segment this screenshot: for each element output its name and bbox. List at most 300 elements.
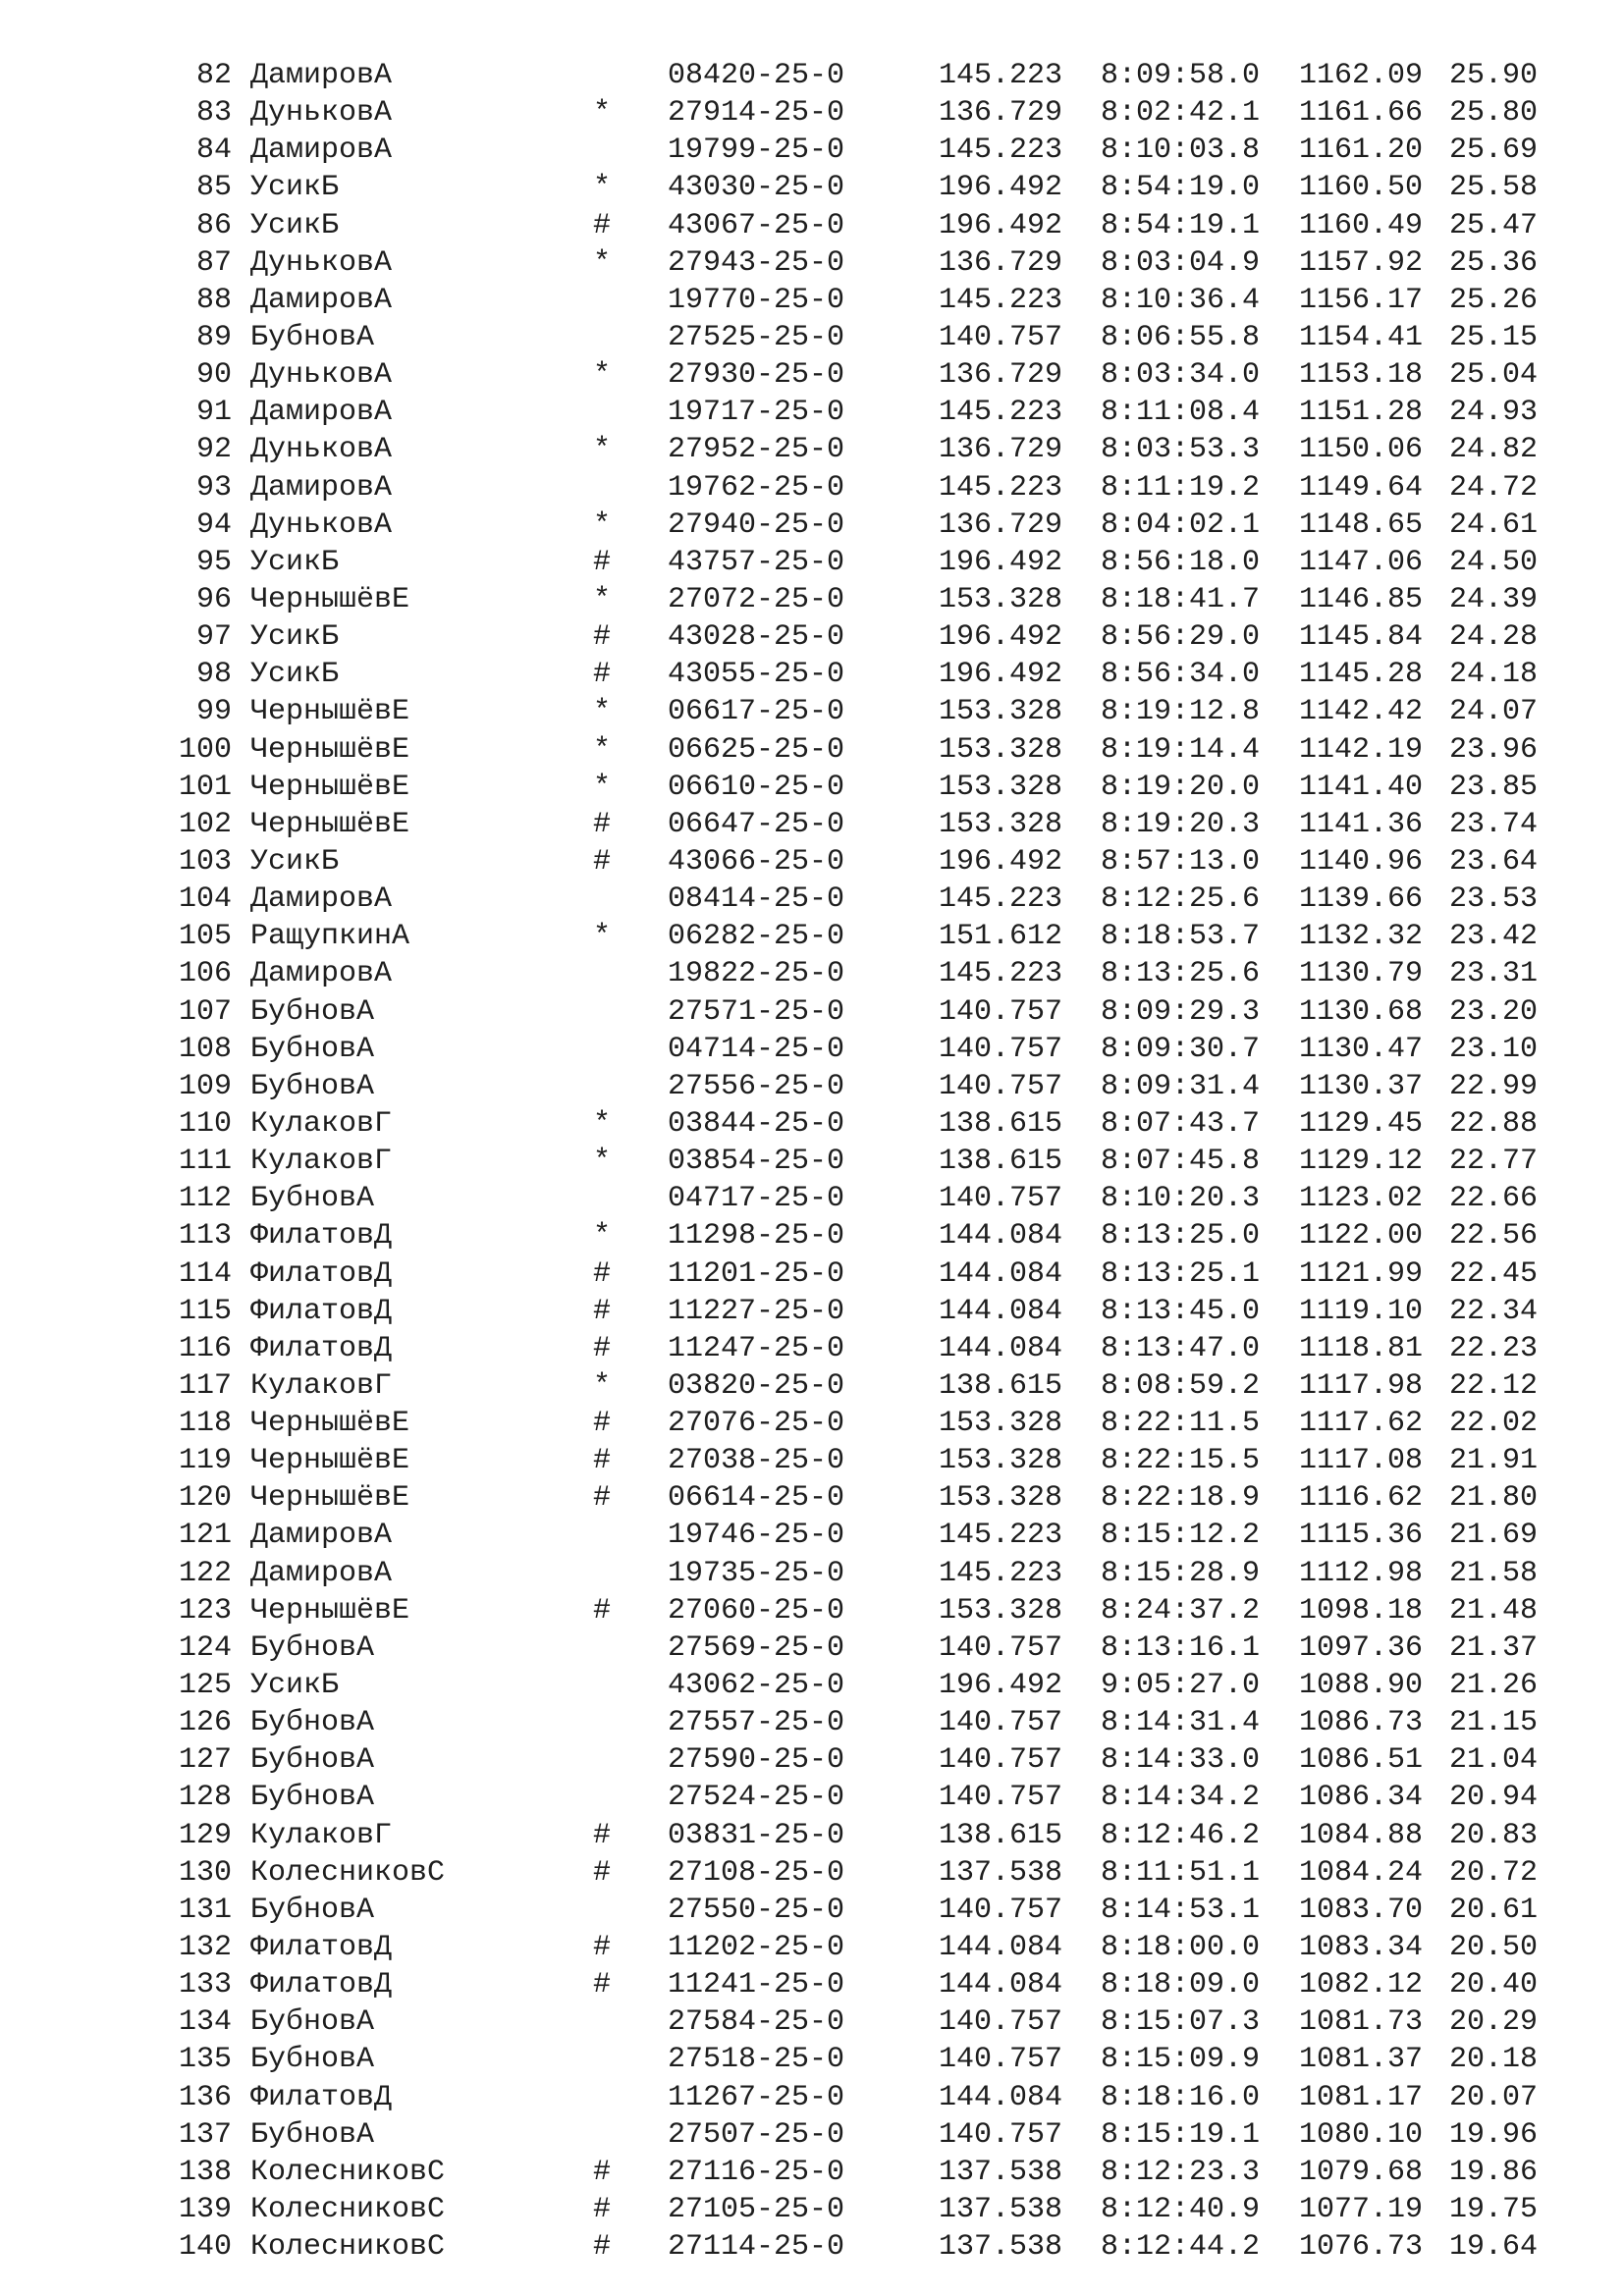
rank-cell: 120 — [178, 1481, 232, 1516]
rank-cell: 97 — [195, 620, 232, 655]
points-cell: 21.04 — [1448, 1743, 1538, 1778]
mark-cell: # — [592, 807, 611, 841]
speed-cell: 1141.36 — [1299, 807, 1424, 841]
ring-number-cell: 27557-25-0 — [668, 1706, 845, 1740]
arrival-time-cell: 8:14:33.0 — [1101, 1743, 1261, 1778]
fancier-name-cell: БубновА — [250, 1032, 375, 1066]
ring-number-cell: 19762-25-0 — [668, 470, 845, 505]
arrival-time-cell: 8:19:14.4 — [1101, 732, 1261, 767]
arrival-time-cell: 8:12:46.2 — [1101, 1818, 1261, 1852]
distance-cell: 145.223 — [938, 957, 1062, 991]
fancier-name-cell: ДамировА — [250, 133, 393, 168]
fancier-name-cell: БубновА — [250, 1893, 375, 1927]
speed-cell: 1116.62 — [1299, 1481, 1424, 1516]
points-cell: 24.61 — [1448, 507, 1538, 542]
ring-number-cell: 27076-25-0 — [668, 1407, 845, 1441]
arrival-time-cell: 8:09:29.3 — [1101, 994, 1261, 1029]
fancier-name-cell: КулаковГ — [250, 1368, 393, 1403]
distance-cell: 153.328 — [938, 1593, 1062, 1628]
speed-cell: 1077.19 — [1299, 2193, 1424, 2227]
fancier-name-cell: БубновА — [250, 1706, 375, 1740]
rank-cell: 137 — [178, 2117, 232, 2152]
ring-number-cell: 27525-25-0 — [668, 320, 845, 354]
points-cell: 22.34 — [1448, 1294, 1538, 1328]
points-cell: 23.53 — [1448, 882, 1538, 917]
rank-cell: 86 — [195, 208, 232, 242]
rank-cell: 90 — [195, 358, 232, 393]
ring-number-cell: 27518-25-0 — [668, 2043, 845, 2077]
distance-cell: 153.328 — [938, 770, 1062, 804]
ring-number-cell: 19822-25-0 — [668, 957, 845, 991]
points-cell: 23.31 — [1448, 957, 1538, 991]
arrival-time-cell: 8:19:20.0 — [1101, 770, 1261, 804]
arrival-time-cell: 8:18:16.0 — [1101, 2080, 1261, 2114]
mark-cell: * — [592, 1106, 611, 1141]
arrival-time-cell: 8:11:08.4 — [1101, 396, 1261, 430]
arrival-time-cell: 8:14:34.2 — [1101, 1781, 1261, 1815]
rank-cell: 123 — [178, 1593, 232, 1628]
fancier-name-cell: БубновА — [250, 1069, 375, 1103]
rank-cell: 133 — [178, 1968, 232, 2002]
arrival-time-cell: 8:09:31.4 — [1101, 1069, 1261, 1103]
speed-cell: 1080.10 — [1299, 2117, 1424, 2152]
arrival-time-cell: 8:22:15.5 — [1101, 1444, 1261, 1478]
rank-cell: 89 — [195, 320, 232, 354]
points-cell: 20.07 — [1448, 2080, 1538, 2114]
arrival-time-cell: 8:12:25.6 — [1101, 882, 1261, 917]
rank-cell: 102 — [178, 807, 232, 841]
rank-cell: 111 — [178, 1145, 232, 1179]
distance-cell: 136.729 — [938, 433, 1062, 467]
ring-number-cell: 04717-25-0 — [668, 1182, 845, 1216]
rank-cell: 129 — [178, 1818, 232, 1852]
rank-cell: 87 — [195, 245, 232, 280]
ring-number-cell: 06282-25-0 — [668, 920, 845, 954]
points-cell: 20.94 — [1448, 1781, 1538, 1815]
rank-cell: 124 — [178, 1630, 232, 1665]
arrival-time-cell: 8:12:23.3 — [1101, 2155, 1261, 2189]
mark-cell: # — [592, 1481, 611, 1516]
distance-cell: 138.615 — [938, 1818, 1062, 1852]
mark-cell: # — [592, 1407, 611, 1441]
points-cell: 19.96 — [1448, 2117, 1538, 2152]
arrival-time-cell: 8:09:30.7 — [1101, 1032, 1261, 1066]
ring-number-cell: 11298-25-0 — [668, 1219, 845, 1254]
distance-cell: 153.328 — [938, 695, 1062, 729]
points-cell: 23.74 — [1448, 807, 1538, 841]
distance-cell: 137.538 — [938, 1855, 1062, 1890]
distance-cell: 140.757 — [938, 994, 1062, 1029]
mark-cell: # — [592, 2155, 611, 2189]
mark-cell: * — [592, 1368, 611, 1403]
mark-cell: # — [592, 1968, 611, 2002]
ring-number-cell: 19717-25-0 — [668, 396, 845, 430]
mark-cell: * — [592, 507, 611, 542]
ring-number-cell: 19770-25-0 — [668, 283, 845, 317]
speed-cell: 1086.73 — [1299, 1706, 1424, 1740]
points-cell: 24.72 — [1448, 470, 1538, 505]
arrival-time-cell: 8:02:42.1 — [1101, 96, 1261, 131]
fancier-name-cell: ЧернышёвЕ — [250, 770, 410, 804]
points-cell: 20.29 — [1448, 2005, 1538, 2040]
fancier-name-cell: ЧернышёвЕ — [250, 695, 410, 729]
fancier-name-cell: БубновА — [250, 1630, 375, 1665]
mark-cell: # — [592, 2230, 611, 2265]
speed-cell: 1086.34 — [1299, 1781, 1424, 1815]
ring-number-cell: 03854-25-0 — [668, 1145, 845, 1179]
speed-cell: 1145.84 — [1299, 620, 1424, 655]
rank-cell: 83 — [195, 96, 232, 131]
arrival-time-cell: 8:03:34.0 — [1101, 358, 1261, 393]
fancier-name-cell: БубновА — [250, 994, 375, 1029]
mark-cell: # — [592, 658, 611, 692]
points-cell: 23.96 — [1448, 732, 1538, 767]
mark-cell: # — [592, 1931, 611, 1965]
rank-cell: 132 — [178, 1931, 232, 1965]
ring-number-cell: 43062-25-0 — [668, 1669, 845, 1703]
mark-cell: * — [592, 920, 611, 954]
distance-cell: 138.615 — [938, 1106, 1062, 1141]
mark-cell: * — [592, 732, 611, 767]
ring-number-cell: 27060-25-0 — [668, 1593, 845, 1628]
fancier-name-cell: КолесниковС — [250, 2193, 446, 2227]
mark-cell: # — [592, 1294, 611, 1328]
distance-cell: 136.729 — [938, 245, 1062, 280]
ring-number-cell: 08420-25-0 — [668, 59, 845, 92]
mark-cell: # — [592, 1331, 611, 1365]
distance-cell: 153.328 — [938, 807, 1062, 841]
points-cell: 25.47 — [1448, 208, 1538, 242]
speed-cell: 1129.12 — [1299, 1145, 1424, 1179]
fancier-name-cell: ДуньковА — [250, 433, 393, 467]
points-cell: 22.99 — [1448, 1069, 1538, 1103]
fancier-name-cell: РащупкинА — [250, 920, 410, 954]
speed-cell: 1098.18 — [1299, 1593, 1424, 1628]
arrival-time-cell: 8:14:53.1 — [1101, 1893, 1261, 1927]
mark-cell: # — [592, 620, 611, 655]
arrival-time-cell: 8:22:11.5 — [1101, 1407, 1261, 1441]
arrival-time-cell: 8:10:03.8 — [1101, 133, 1261, 168]
points-cell: 23.42 — [1448, 920, 1538, 954]
distance-cell: 145.223 — [938, 882, 1062, 917]
distance-cell: 151.612 — [938, 920, 1062, 954]
points-cell: 21.58 — [1448, 1556, 1538, 1590]
speed-cell: 1162.09 — [1299, 59, 1424, 92]
distance-cell: 153.328 — [938, 1407, 1062, 1441]
ring-number-cell: 06647-25-0 — [668, 807, 845, 841]
fancier-name-cell: ДамировА — [250, 1556, 393, 1590]
distance-cell: 140.757 — [938, 1893, 1062, 1927]
ring-number-cell: 27072-25-0 — [668, 582, 845, 616]
speed-cell: 1150.06 — [1299, 433, 1424, 467]
distance-cell: 140.757 — [938, 320, 1062, 354]
arrival-time-cell: 8:07:45.8 — [1101, 1145, 1261, 1179]
speed-cell: 1083.34 — [1299, 1931, 1424, 1965]
points-cell: 22.02 — [1448, 1407, 1538, 1441]
ring-number-cell: 03831-25-0 — [668, 1818, 845, 1852]
ring-number-cell: 27550-25-0 — [668, 1893, 845, 1927]
mark-cell: # — [592, 1444, 611, 1478]
rank-cell: 105 — [178, 920, 232, 954]
rank-cell: 108 — [178, 1032, 232, 1066]
distance-cell: 196.492 — [938, 620, 1062, 655]
points-cell: 21.80 — [1448, 1481, 1538, 1516]
ring-number-cell: 27556-25-0 — [668, 1069, 845, 1103]
speed-cell: 1142.19 — [1299, 732, 1424, 767]
ring-number-cell: 11267-25-0 — [668, 2080, 845, 2114]
fancier-name-cell: БубновА — [250, 2005, 375, 2040]
points-cell: 21.26 — [1448, 1669, 1538, 1703]
fancier-name-cell: ФилатовД — [250, 1256, 393, 1291]
ring-number-cell: 27524-25-0 — [668, 1781, 845, 1815]
fancier-name-cell: ФилатовД — [250, 1931, 393, 1965]
arrival-time-cell: 8:15:12.2 — [1101, 1519, 1261, 1553]
mark-cell: * — [592, 770, 611, 804]
distance-cell: 138.615 — [938, 1368, 1062, 1403]
arrival-time-cell: 8:08:59.2 — [1101, 1368, 1261, 1403]
rank-cell: 116 — [178, 1331, 232, 1365]
arrival-time-cell: 8:13:16.1 — [1101, 1630, 1261, 1665]
rank-cell: 119 — [178, 1444, 232, 1478]
fancier-name-cell: УсикБ — [250, 545, 340, 579]
points-cell: 25.04 — [1448, 358, 1538, 393]
points-cell: 23.85 — [1448, 770, 1538, 804]
speed-cell: 1153.18 — [1299, 358, 1424, 393]
fancier-name-cell: УсикБ — [250, 171, 340, 205]
fancier-name-cell: ДамировА — [250, 957, 393, 991]
arrival-time-cell: 8:15:09.9 — [1101, 2043, 1261, 2077]
rank-cell: 82 — [195, 59, 232, 92]
distance-cell: 196.492 — [938, 1669, 1062, 1703]
distance-cell: 144.084 — [938, 1331, 1062, 1365]
fancier-name-cell: ЧернышёвЕ — [250, 807, 410, 841]
points-cell: 20.18 — [1448, 2043, 1538, 2077]
arrival-time-cell: 8:56:34.0 — [1101, 658, 1261, 692]
rank-cell: 99 — [195, 695, 232, 729]
fancier-name-cell: ДамировА — [250, 396, 393, 430]
arrival-time-cell: 8:19:20.3 — [1101, 807, 1261, 841]
speed-cell: 1142.42 — [1299, 695, 1424, 729]
points-cell: 22.66 — [1448, 1182, 1538, 1216]
fancier-name-cell: ЧернышёвЕ — [250, 1593, 410, 1628]
rank-cell: 107 — [178, 994, 232, 1029]
fancier-name-cell: КолесниковС — [250, 2230, 446, 2265]
points-cell: 22.88 — [1448, 1106, 1538, 1141]
arrival-time-cell: 8:57:13.0 — [1101, 844, 1261, 879]
distance-cell: 136.729 — [938, 358, 1062, 393]
fancier-name-cell: УсикБ — [250, 658, 340, 692]
rank-cell: 121 — [178, 1519, 232, 1553]
ring-number-cell: 06614-25-0 — [668, 1481, 845, 1516]
arrival-time-cell: 8:10:20.3 — [1101, 1182, 1261, 1216]
ring-number-cell: 06625-25-0 — [668, 732, 845, 767]
ring-number-cell: 27952-25-0 — [668, 433, 845, 467]
distance-cell: 140.757 — [938, 1069, 1062, 1103]
ring-number-cell: 27507-25-0 — [668, 2117, 845, 2152]
arrival-time-cell: 8:18:00.0 — [1101, 1931, 1261, 1965]
rank-cell: 115 — [178, 1294, 232, 1328]
rank-cell: 110 — [178, 1106, 232, 1141]
fancier-name-cell: ЧернышёвЕ — [250, 1407, 410, 1441]
rank-cell: 136 — [178, 2080, 232, 2114]
distance-cell: 137.538 — [938, 2193, 1062, 2227]
distance-cell: 153.328 — [938, 732, 1062, 767]
ring-number-cell: 27943-25-0 — [668, 245, 845, 280]
ring-number-cell: 27038-25-0 — [668, 1444, 845, 1478]
rank-cell: 84 — [195, 133, 232, 168]
distance-cell: 136.729 — [938, 507, 1062, 542]
points-cell: 20.61 — [1448, 1893, 1538, 1927]
points-cell: 24.50 — [1448, 545, 1538, 579]
mark-cell: # — [592, 1855, 611, 1890]
ring-number-cell: 27930-25-0 — [668, 358, 845, 393]
distance-cell: 140.757 — [938, 1032, 1062, 1066]
fancier-name-cell: ФилатовД — [250, 1219, 393, 1254]
arrival-time-cell: 8:13:45.0 — [1101, 1294, 1261, 1328]
distance-cell: 136.729 — [938, 96, 1062, 131]
rank-cell: 94 — [195, 507, 232, 542]
mark-cell: * — [592, 1219, 611, 1254]
speed-cell: 1118.81 — [1299, 1331, 1424, 1365]
mark-cell: * — [592, 358, 611, 393]
mark-cell: # — [592, 208, 611, 242]
arrival-time-cell: 8:22:18.9 — [1101, 1481, 1261, 1516]
arrival-time-cell: 8:14:31.4 — [1101, 1706, 1261, 1740]
arrival-time-cell: 9:05:27.0 — [1101, 1669, 1261, 1703]
distance-cell: 144.084 — [938, 1968, 1062, 2002]
points-cell: 20.72 — [1448, 1855, 1538, 1890]
rank-cell: 113 — [178, 1219, 232, 1254]
points-cell: 24.93 — [1448, 396, 1538, 430]
distance-cell: 196.492 — [938, 208, 1062, 242]
speed-cell: 1083.70 — [1299, 1893, 1424, 1927]
fancier-name-cell: ДуньковА — [250, 358, 393, 393]
arrival-time-cell: 8:13:47.0 — [1101, 1331, 1261, 1365]
speed-cell: 1117.98 — [1299, 1368, 1424, 1403]
speed-cell: 1154.41 — [1299, 320, 1424, 354]
points-cell: 22.56 — [1448, 1219, 1538, 1254]
points-cell: 21.48 — [1448, 1593, 1538, 1628]
mark-cell: # — [592, 1593, 611, 1628]
rank-cell: 100 — [178, 732, 232, 767]
distance-cell: 153.328 — [938, 582, 1062, 616]
arrival-time-cell: 8:13:25.6 — [1101, 957, 1261, 991]
speed-cell: 1148.65 — [1299, 507, 1424, 542]
fancier-name-cell: ФилатовД — [250, 1968, 393, 2002]
fancier-name-cell: КолесниковС — [250, 2155, 446, 2189]
distance-cell: 138.615 — [938, 1145, 1062, 1179]
rank-cell: 126 — [178, 1706, 232, 1740]
speed-cell: 1129.45 — [1299, 1106, 1424, 1141]
speed-cell: 1119.10 — [1299, 1294, 1424, 1328]
distance-cell: 140.757 — [938, 1182, 1062, 1216]
speed-cell: 1141.40 — [1299, 770, 1424, 804]
distance-cell: 145.223 — [938, 1556, 1062, 1590]
points-cell: 19.75 — [1448, 2193, 1538, 2227]
mark-cell: # — [592, 844, 611, 879]
fancier-name-cell: БубновА — [250, 2043, 375, 2077]
arrival-time-cell: 8:13:25.0 — [1101, 1219, 1261, 1254]
speed-cell: 1086.51 — [1299, 1743, 1424, 1778]
distance-cell: 145.223 — [938, 470, 1062, 505]
rank-cell: 118 — [178, 1407, 232, 1441]
speed-cell: 1115.36 — [1299, 1519, 1424, 1553]
ring-number-cell: 27571-25-0 — [668, 994, 845, 1029]
fancier-name-cell: ФилатовД — [250, 2080, 393, 2114]
rank-cell: 140 — [178, 2230, 232, 2265]
mark-cell: * — [592, 245, 611, 280]
arrival-time-cell: 8:09:58.0 — [1101, 59, 1261, 92]
speed-cell: 1130.68 — [1299, 994, 1424, 1029]
distance-cell: 196.492 — [938, 658, 1062, 692]
distance-cell: 196.492 — [938, 545, 1062, 579]
speed-cell: 1076.73 — [1299, 2230, 1424, 2265]
fancier-name-cell: КулаковГ — [250, 1818, 393, 1852]
speed-cell: 1081.37 — [1299, 2043, 1424, 2077]
fancier-name-cell: УсикБ — [250, 208, 340, 242]
arrival-time-cell: 8:03:53.3 — [1101, 433, 1261, 467]
speed-cell: 1123.02 — [1299, 1182, 1424, 1216]
rank-cell: 106 — [178, 957, 232, 991]
speed-cell: 1156.17 — [1299, 283, 1424, 317]
fancier-name-cell: ДамировА — [250, 59, 393, 92]
mark-cell: # — [592, 2193, 611, 2227]
distance-cell: 144.084 — [938, 1219, 1062, 1254]
points-cell: 21.91 — [1448, 1444, 1538, 1478]
rank-cell: 88 — [195, 283, 232, 317]
distance-cell: 196.492 — [938, 171, 1062, 205]
points-cell: 22.77 — [1448, 1145, 1538, 1179]
ring-number-cell: 43066-25-0 — [668, 844, 845, 879]
ring-number-cell: 43067-25-0 — [668, 208, 845, 242]
rank-cell: 127 — [178, 1743, 232, 1778]
arrival-time-cell: 8:12:44.2 — [1101, 2230, 1261, 2265]
speed-cell: 1130.47 — [1299, 1032, 1424, 1066]
ring-number-cell: 27108-25-0 — [668, 1855, 845, 1890]
points-cell: 24.18 — [1448, 658, 1538, 692]
fancier-name-cell: БубновА — [250, 2117, 375, 2152]
rank-cell: 109 — [178, 1069, 232, 1103]
points-cell: 24.39 — [1448, 582, 1538, 616]
rank-cell: 117 — [178, 1368, 232, 1403]
rank-cell: 85 — [195, 171, 232, 205]
ring-number-cell: 27569-25-0 — [668, 1630, 845, 1665]
rank-cell: 128 — [178, 1781, 232, 1815]
ring-number-cell: 27116-25-0 — [668, 2155, 845, 2189]
points-cell: 21.15 — [1448, 1706, 1538, 1740]
rank-cell: 93 — [195, 470, 232, 505]
arrival-time-cell: 8:03:04.9 — [1101, 245, 1261, 280]
rank-cell: 95 — [195, 545, 232, 579]
mark-cell: * — [592, 96, 611, 131]
distance-cell: 144.084 — [938, 2080, 1062, 2114]
points-cell: 22.45 — [1448, 1256, 1538, 1291]
mark-cell: # — [592, 545, 611, 579]
rank-cell: 92 — [195, 433, 232, 467]
distance-cell: 144.084 — [938, 1256, 1062, 1291]
mark-cell: * — [592, 171, 611, 205]
arrival-time-cell: 8:18:53.7 — [1101, 920, 1261, 954]
ring-number-cell: 43028-25-0 — [668, 620, 845, 655]
speed-cell: 1145.28 — [1299, 658, 1424, 692]
arrival-time-cell: 8:12:40.9 — [1101, 2193, 1261, 2227]
speed-cell: 1130.37 — [1299, 1069, 1424, 1103]
points-cell: 25.26 — [1448, 283, 1538, 317]
speed-cell: 1161.66 — [1299, 96, 1424, 131]
rank-cell: 134 — [178, 2005, 232, 2040]
fancier-name-cell: ДуньковА — [250, 245, 393, 280]
speed-cell: 1122.00 — [1299, 1219, 1424, 1254]
